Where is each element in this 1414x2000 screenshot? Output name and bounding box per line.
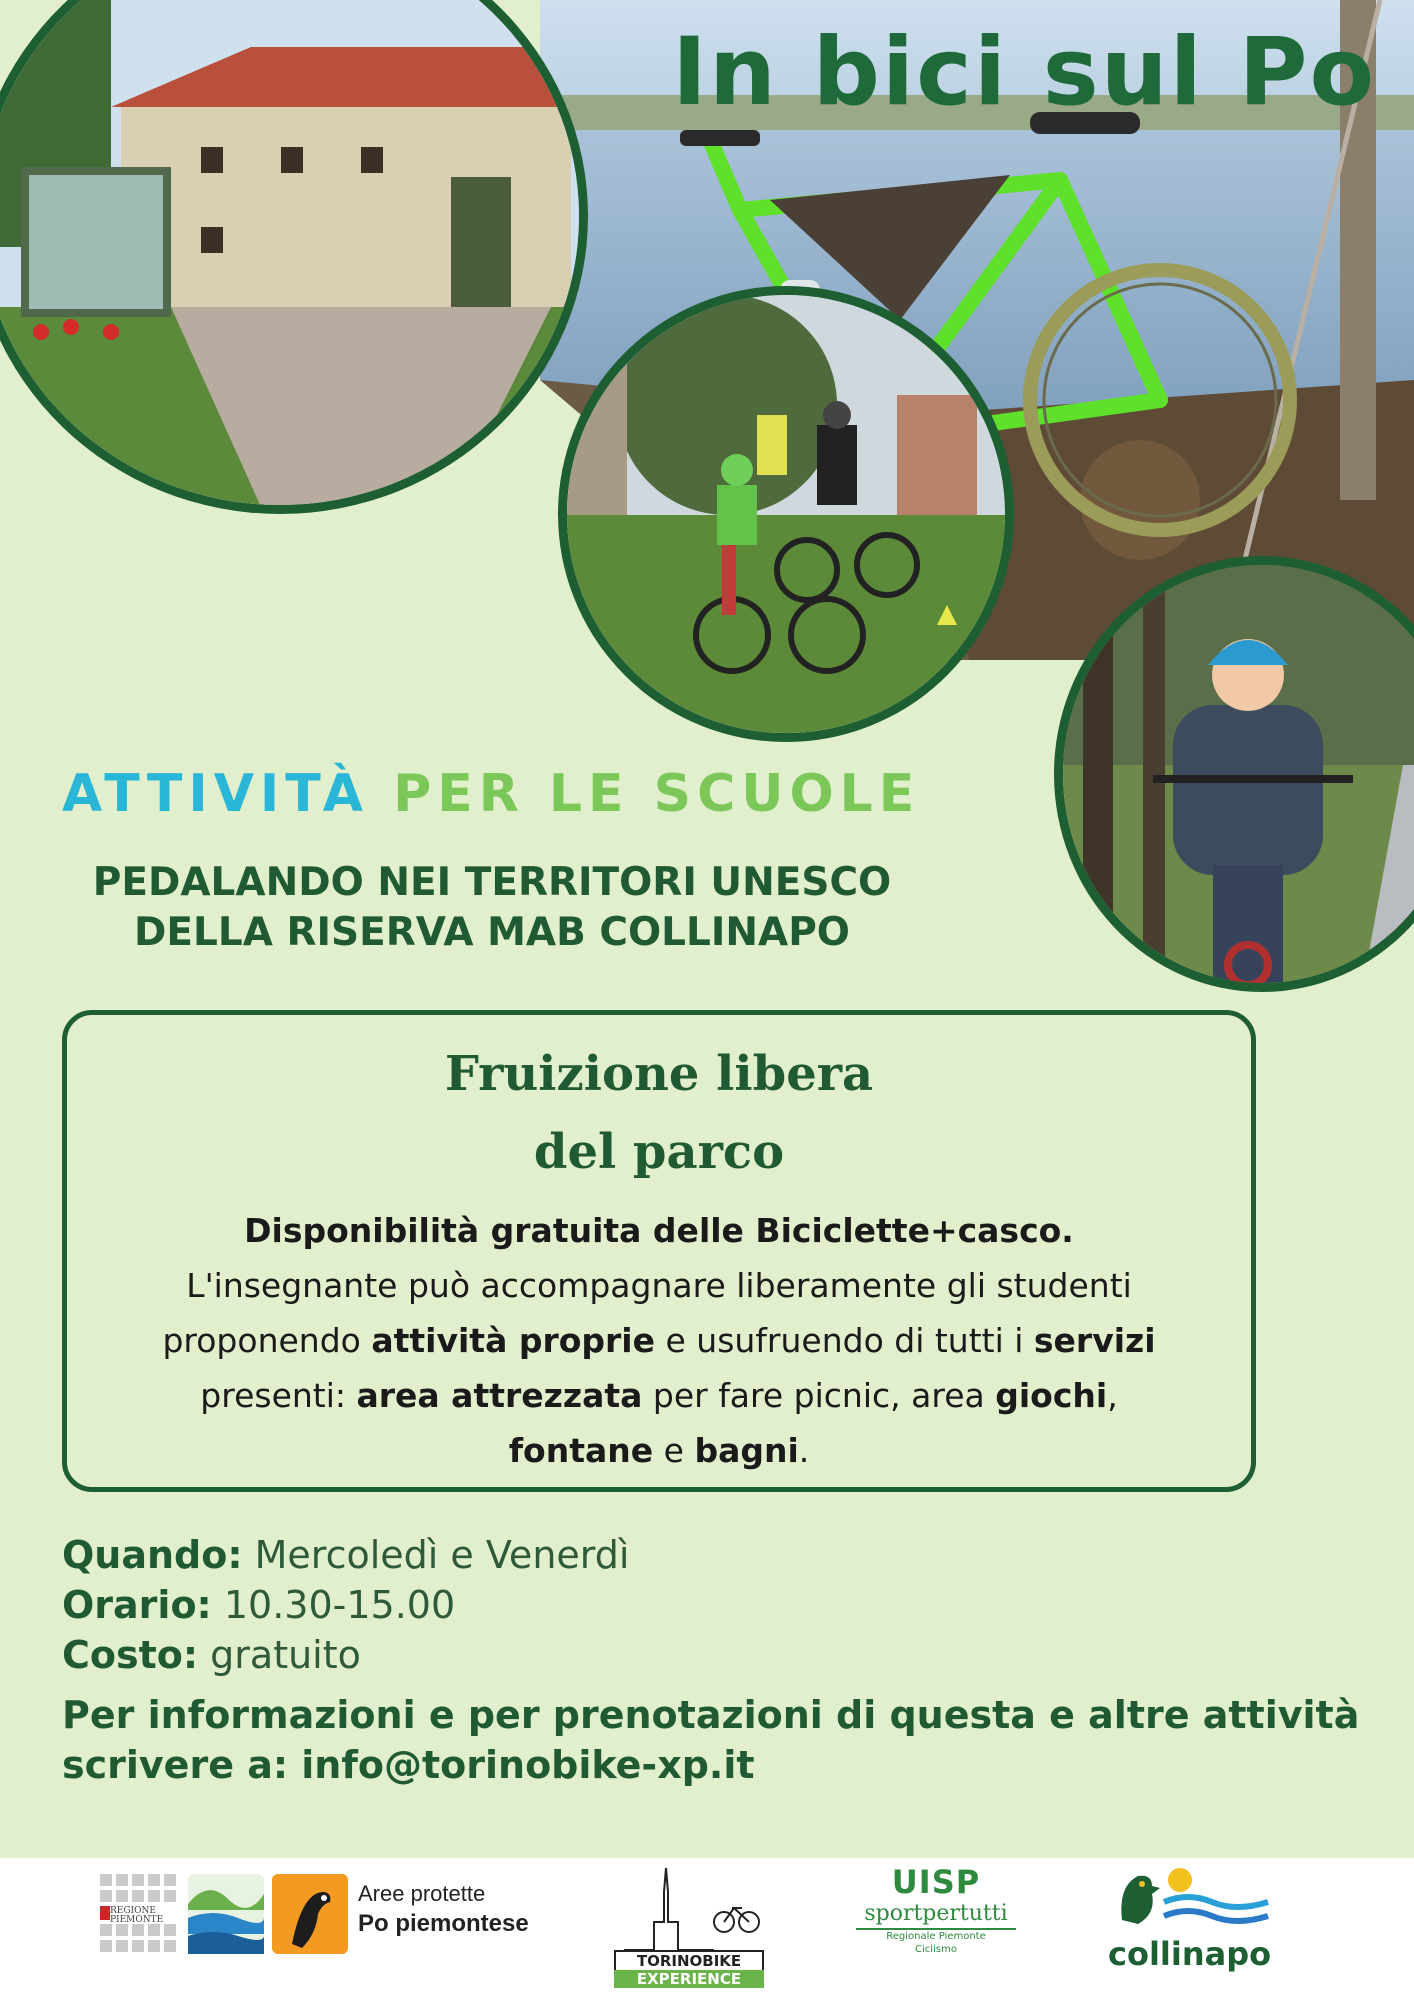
time-value: 10.30-15.00 [211, 1583, 456, 1627]
torinobike-line2: EXPERIENCE [614, 1970, 764, 1988]
heron-icon [272, 1874, 348, 1954]
text: presenti: [200, 1376, 357, 1415]
po-river-icon [188, 1874, 264, 1954]
collinapo-logo [1108, 1866, 1278, 1986]
collinapo-text: collinapo [1108, 1935, 1272, 1973]
bold-text: giochi [995, 1376, 1108, 1415]
bold-text: servizi [1033, 1321, 1156, 1360]
aree-protette-text [358, 1880, 578, 1940]
info-box [62, 1010, 1256, 1492]
bold-text: area attrezzata [356, 1376, 643, 1415]
text: . [798, 1431, 810, 1470]
regione-label: REGIONE PIEMONTE [110, 1906, 164, 1925]
uisp-small1: Regionale Piemonte [886, 1931, 986, 1942]
footer-logos [0, 1858, 1414, 2000]
project-title-line2: DELLA RISERVA MAB COLLINAPO [134, 910, 850, 955]
box-title-line2: del parco [533, 1124, 785, 1180]
box-lead-text: Disponibilità gratuita delle Biciclette+casco. [244, 1211, 1074, 1250]
when-value: Mercoledì e Venerdì [242, 1533, 630, 1577]
text: per fare picnic, area [642, 1376, 996, 1415]
uisp-text: UISP [891, 1863, 981, 1901]
text: proponendo [162, 1321, 372, 1360]
bold-text: attività proprie [371, 1321, 655, 1360]
contact-line1: Per informazioni e per prenotazioni di questa e altre attività [62, 1693, 1360, 1737]
page-title: In bici sul Po [672, 18, 1377, 127]
uisp-sub: sportpertutti [856, 1900, 1016, 1930]
bold-text: fontane [508, 1431, 654, 1470]
box-title-line1: Fruizione libera [444, 1046, 874, 1102]
project-title-line1: PEDALANDO NEI TERRITORI UNESCO [92, 860, 892, 905]
box-line-3 [85, 1368, 1233, 1423]
cost-label: Costo: [62, 1633, 199, 1677]
heading-part-schools: PER LE SCUOLE [393, 764, 921, 824]
when-row [62, 1530, 629, 1580]
aree-line1: Aree protette [358, 1881, 486, 1906]
text: , [1107, 1376, 1118, 1415]
torinobike-logo [614, 1862, 764, 1992]
heading-part-activity: ATTIVITÀ [62, 764, 369, 824]
contact-email-line[interactable]: scrivere a: info@torinobike-xp.it [62, 1743, 755, 1787]
time-label: Orario: [62, 1583, 212, 1627]
torinobike-line1: TORINOBIKE [614, 1950, 764, 1970]
box-body [67, 1203, 1251, 1478]
children-cycling-photo [558, 286, 1014, 742]
time-row [62, 1580, 629, 1630]
bold-text: bagni [694, 1431, 799, 1470]
section-heading [62, 764, 920, 824]
text: e [653, 1431, 695, 1470]
contact-info [62, 1690, 1359, 1790]
cost-value: gratuito [198, 1633, 361, 1677]
box-line-1: L'insegnante può accompagnare liberamente gli studenti [186, 1266, 1132, 1305]
cost-row [62, 1630, 629, 1680]
farmhouse-photo [0, 0, 588, 514]
box-title [67, 1035, 1251, 1191]
regione-piemonte-logo [100, 1874, 180, 1954]
project-title [62, 858, 922, 958]
uisp-small2: Ciclismo [915, 1944, 957, 1955]
uisp-logo [856, 1864, 1016, 1994]
box-line-4 [85, 1423, 1233, 1478]
event-details [62, 1530, 629, 1680]
aree-line2: Po piemontese [358, 1910, 529, 1937]
when-label: Quando: [62, 1533, 243, 1577]
box-lead [85, 1203, 1233, 1258]
text: e usufruendo di tutti i [655, 1321, 1034, 1360]
box-line-2 [85, 1313, 1233, 1368]
